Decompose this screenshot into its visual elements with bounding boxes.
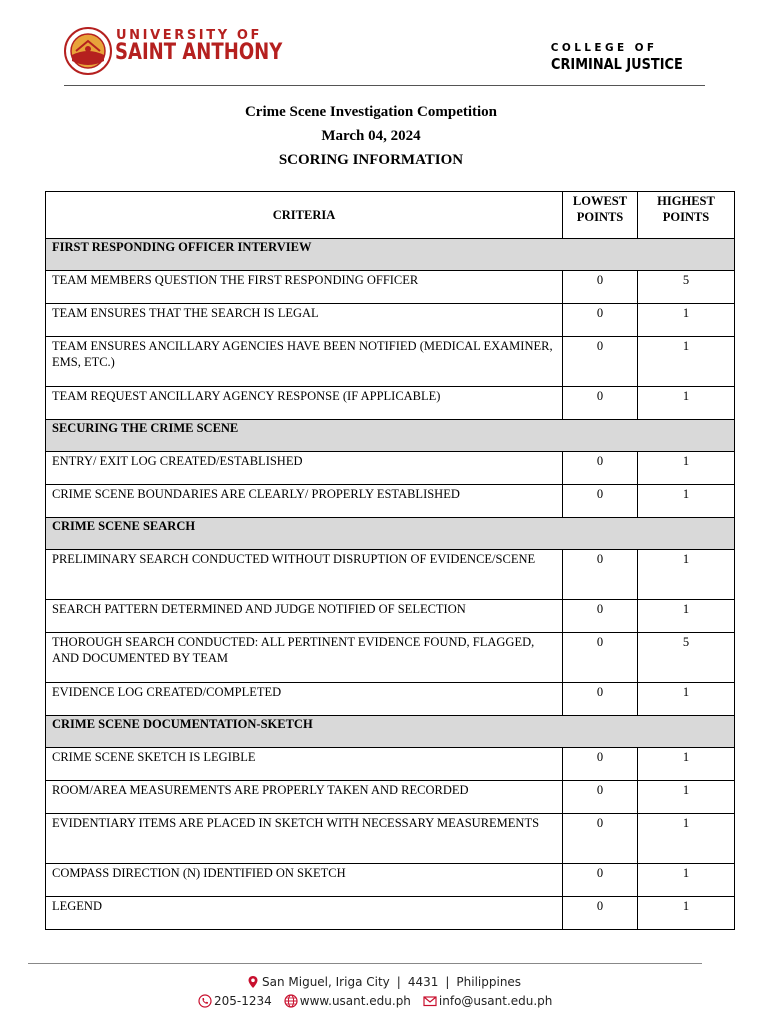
criteria-cell: CRIME SCENE BOUNDARIES ARE CLEARLY/ PROPERLY ESTABLISHED — [46, 485, 563, 518]
document-header — [0, 0, 768, 90]
lowest-points-cell: 0 — [563, 304, 638, 337]
highest-points-cell: 1 — [638, 814, 735, 864]
section-row — [46, 420, 735, 452]
criteria-cell: TEAM ENSURES THAT THE SEARCH IS LEGAL — [46, 304, 563, 337]
criteria-cell: TEAM MEMBERS QUESTION THE FIRST RESPONDING OFFICER — [46, 271, 563, 304]
section-title: CRIME SCENE SEARCH — [46, 518, 735, 550]
lowest-points-cell: 0 — [563, 550, 638, 600]
criteria-cell: CRIME SCENE SKETCH IS LEGIBLE — [46, 748, 563, 781]
highest-points-cell: 1 — [638, 452, 735, 485]
section-title: CRIME SCENE DOCUMENTATION-SKETCH — [46, 716, 735, 748]
college-name — [551, 42, 704, 73]
lowest-header-line1: LOWEST — [572, 194, 628, 208]
table-row — [46, 683, 735, 716]
lowest-points-header — [563, 192, 638, 239]
university-name-main: SAINT ANTHONY — [115, 40, 283, 65]
table-row — [46, 814, 735, 864]
table-row — [46, 271, 735, 304]
table-row — [46, 550, 735, 600]
competition-title: Crime Scene Investigation Competition — [244, 104, 498, 120]
highest-points-cell: 1 — [638, 337, 735, 387]
lowest-points-cell: 0 — [563, 748, 638, 781]
footer-separator: | — [396, 975, 401, 989]
criteria-cell: EVIDENTIARY ITEMS ARE PLACED IN SKETCH WITH NECESSARY MEASUREMENTS — [46, 814, 563, 864]
footer-address-line — [246, 975, 521, 989]
college-name-main: CRIMINAL JUSTICE — [550, 55, 683, 73]
lowest-points-cell: 0 — [563, 864, 638, 897]
table-row — [46, 304, 735, 337]
criteria-cell: PRELIMINARY SEARCH CONDUCTED WITHOUT DISRUPTION OF EVIDENCE/SCENE — [46, 550, 563, 600]
table-header-row — [46, 192, 735, 239]
footer-zip: 4431 — [407, 975, 439, 989]
university-name-top: UNIVERSITY OF — [116, 28, 262, 43]
footer-website[interactable]: www.usant.edu.ph — [299, 994, 411, 1008]
phone-icon — [198, 994, 212, 1008]
globe-icon — [284, 994, 298, 1008]
section-row — [46, 716, 735, 748]
footer-address: San Miguel, Iriga City — [262, 975, 390, 989]
highest-points-cell: 1 — [638, 897, 735, 930]
table-row — [46, 897, 735, 930]
criteria-cell: COMPASS DIRECTION (N) IDENTIFIED ON SKETCH — [46, 864, 563, 897]
lowest-points-cell: 0 — [563, 814, 638, 864]
criteria-header: CRITERIA — [46, 192, 563, 239]
section-row — [46, 239, 735, 271]
lowest-points-cell: 0 — [563, 337, 638, 387]
highest-points-cell: 1 — [638, 550, 735, 600]
table-row — [46, 748, 735, 781]
scoring-table — [45, 191, 735, 930]
college-name-top: COLLEGE OF — [550, 42, 658, 54]
competition-date: March 04, 2024 — [321, 128, 421, 144]
header-divider — [64, 85, 705, 86]
lowest-points-cell: 0 — [563, 600, 638, 633]
criteria-cell: LEGEND — [46, 897, 563, 930]
footer-phone: 205-1234 — [214, 994, 272, 1008]
lowest-points-cell: 0 — [563, 683, 638, 716]
table-row — [46, 452, 735, 485]
criteria-cell: EVIDENCE LOG CREATED/COMPLETED — [46, 683, 563, 716]
criteria-cell: THOROUGH SEARCH CONDUCTED: ALL PERTINENT EVIDENCE FOUND, FLAGGED, AND DOCUMENTED BY TEAM — [46, 633, 563, 683]
highest-points-cell: 1 — [638, 781, 735, 814]
section-row — [46, 518, 735, 550]
highest-points-cell: 1 — [638, 387, 735, 420]
table-row — [46, 387, 735, 420]
footer-separator: | — [445, 975, 450, 989]
location-pin-icon — [246, 975, 260, 989]
lowest-points-cell: 0 — [563, 633, 638, 683]
criteria-cell: SEARCH PATTERN DETERMINED AND JUDGE NOTIFIED OF SELECTION — [46, 600, 563, 633]
table-row — [46, 781, 735, 814]
footer-divider — [28, 963, 702, 964]
criteria-cell: TEAM REQUEST ANCILLARY AGENCY RESPONSE (IF APPLICABLE) — [46, 387, 563, 420]
lowest-points-cell: 0 — [563, 485, 638, 518]
criteria-cell: ROOM/AREA MEASUREMENTS ARE PROPERLY TAKEN AND RECORDED — [46, 781, 563, 814]
table-row — [46, 600, 735, 633]
lowest-points-cell: 0 — [563, 271, 638, 304]
footer-email[interactable]: info@usant.edu.ph — [438, 994, 553, 1008]
lowest-header-line2: POINTS — [576, 210, 624, 224]
highest-points-cell: 1 — [638, 748, 735, 781]
lowest-points-cell: 0 — [563, 387, 638, 420]
highest-points-header — [638, 192, 735, 239]
table-row — [46, 485, 735, 518]
highest-points-cell: 1 — [638, 683, 735, 716]
highest-header-line1: HIGHEST — [657, 194, 715, 208]
criteria-cell: ENTRY/ EXIT LOG CREATED/ESTABLISHED — [46, 452, 563, 485]
highest-points-cell: 1 — [638, 864, 735, 897]
lowest-points-cell: 0 — [563, 781, 638, 814]
highest-points-cell: 1 — [638, 485, 735, 518]
highest-points-cell: 5 — [638, 271, 735, 304]
lowest-points-cell: 0 — [563, 897, 638, 930]
table-row — [46, 337, 735, 387]
footer-country: Philippines — [456, 975, 522, 989]
highest-points-cell: 1 — [638, 600, 735, 633]
highest-header-line2: POINTS — [662, 210, 710, 224]
highest-points-cell: 1 — [638, 304, 735, 337]
document-titles — [0, 100, 742, 172]
lowest-points-cell: 0 — [563, 452, 638, 485]
page-title: SCORING INFORMATION — [278, 152, 464, 168]
section-title: FIRST RESPONDING OFFICER INTERVIEW — [46, 239, 735, 271]
email-icon — [423, 994, 437, 1008]
table-row — [46, 633, 735, 683]
footer-contact-line — [198, 994, 552, 1008]
section-title: SECURING THE CRIME SCENE — [46, 420, 735, 452]
table-row — [46, 864, 735, 897]
university-seal-icon — [64, 27, 112, 75]
highest-points-cell: 5 — [638, 633, 735, 683]
criteria-cell: TEAM ENSURES ANCILLARY AGENCIES HAVE BEEN NOTIFIED (MEDICAL EXAMINER, EMS, ETC.) — [46, 337, 563, 387]
